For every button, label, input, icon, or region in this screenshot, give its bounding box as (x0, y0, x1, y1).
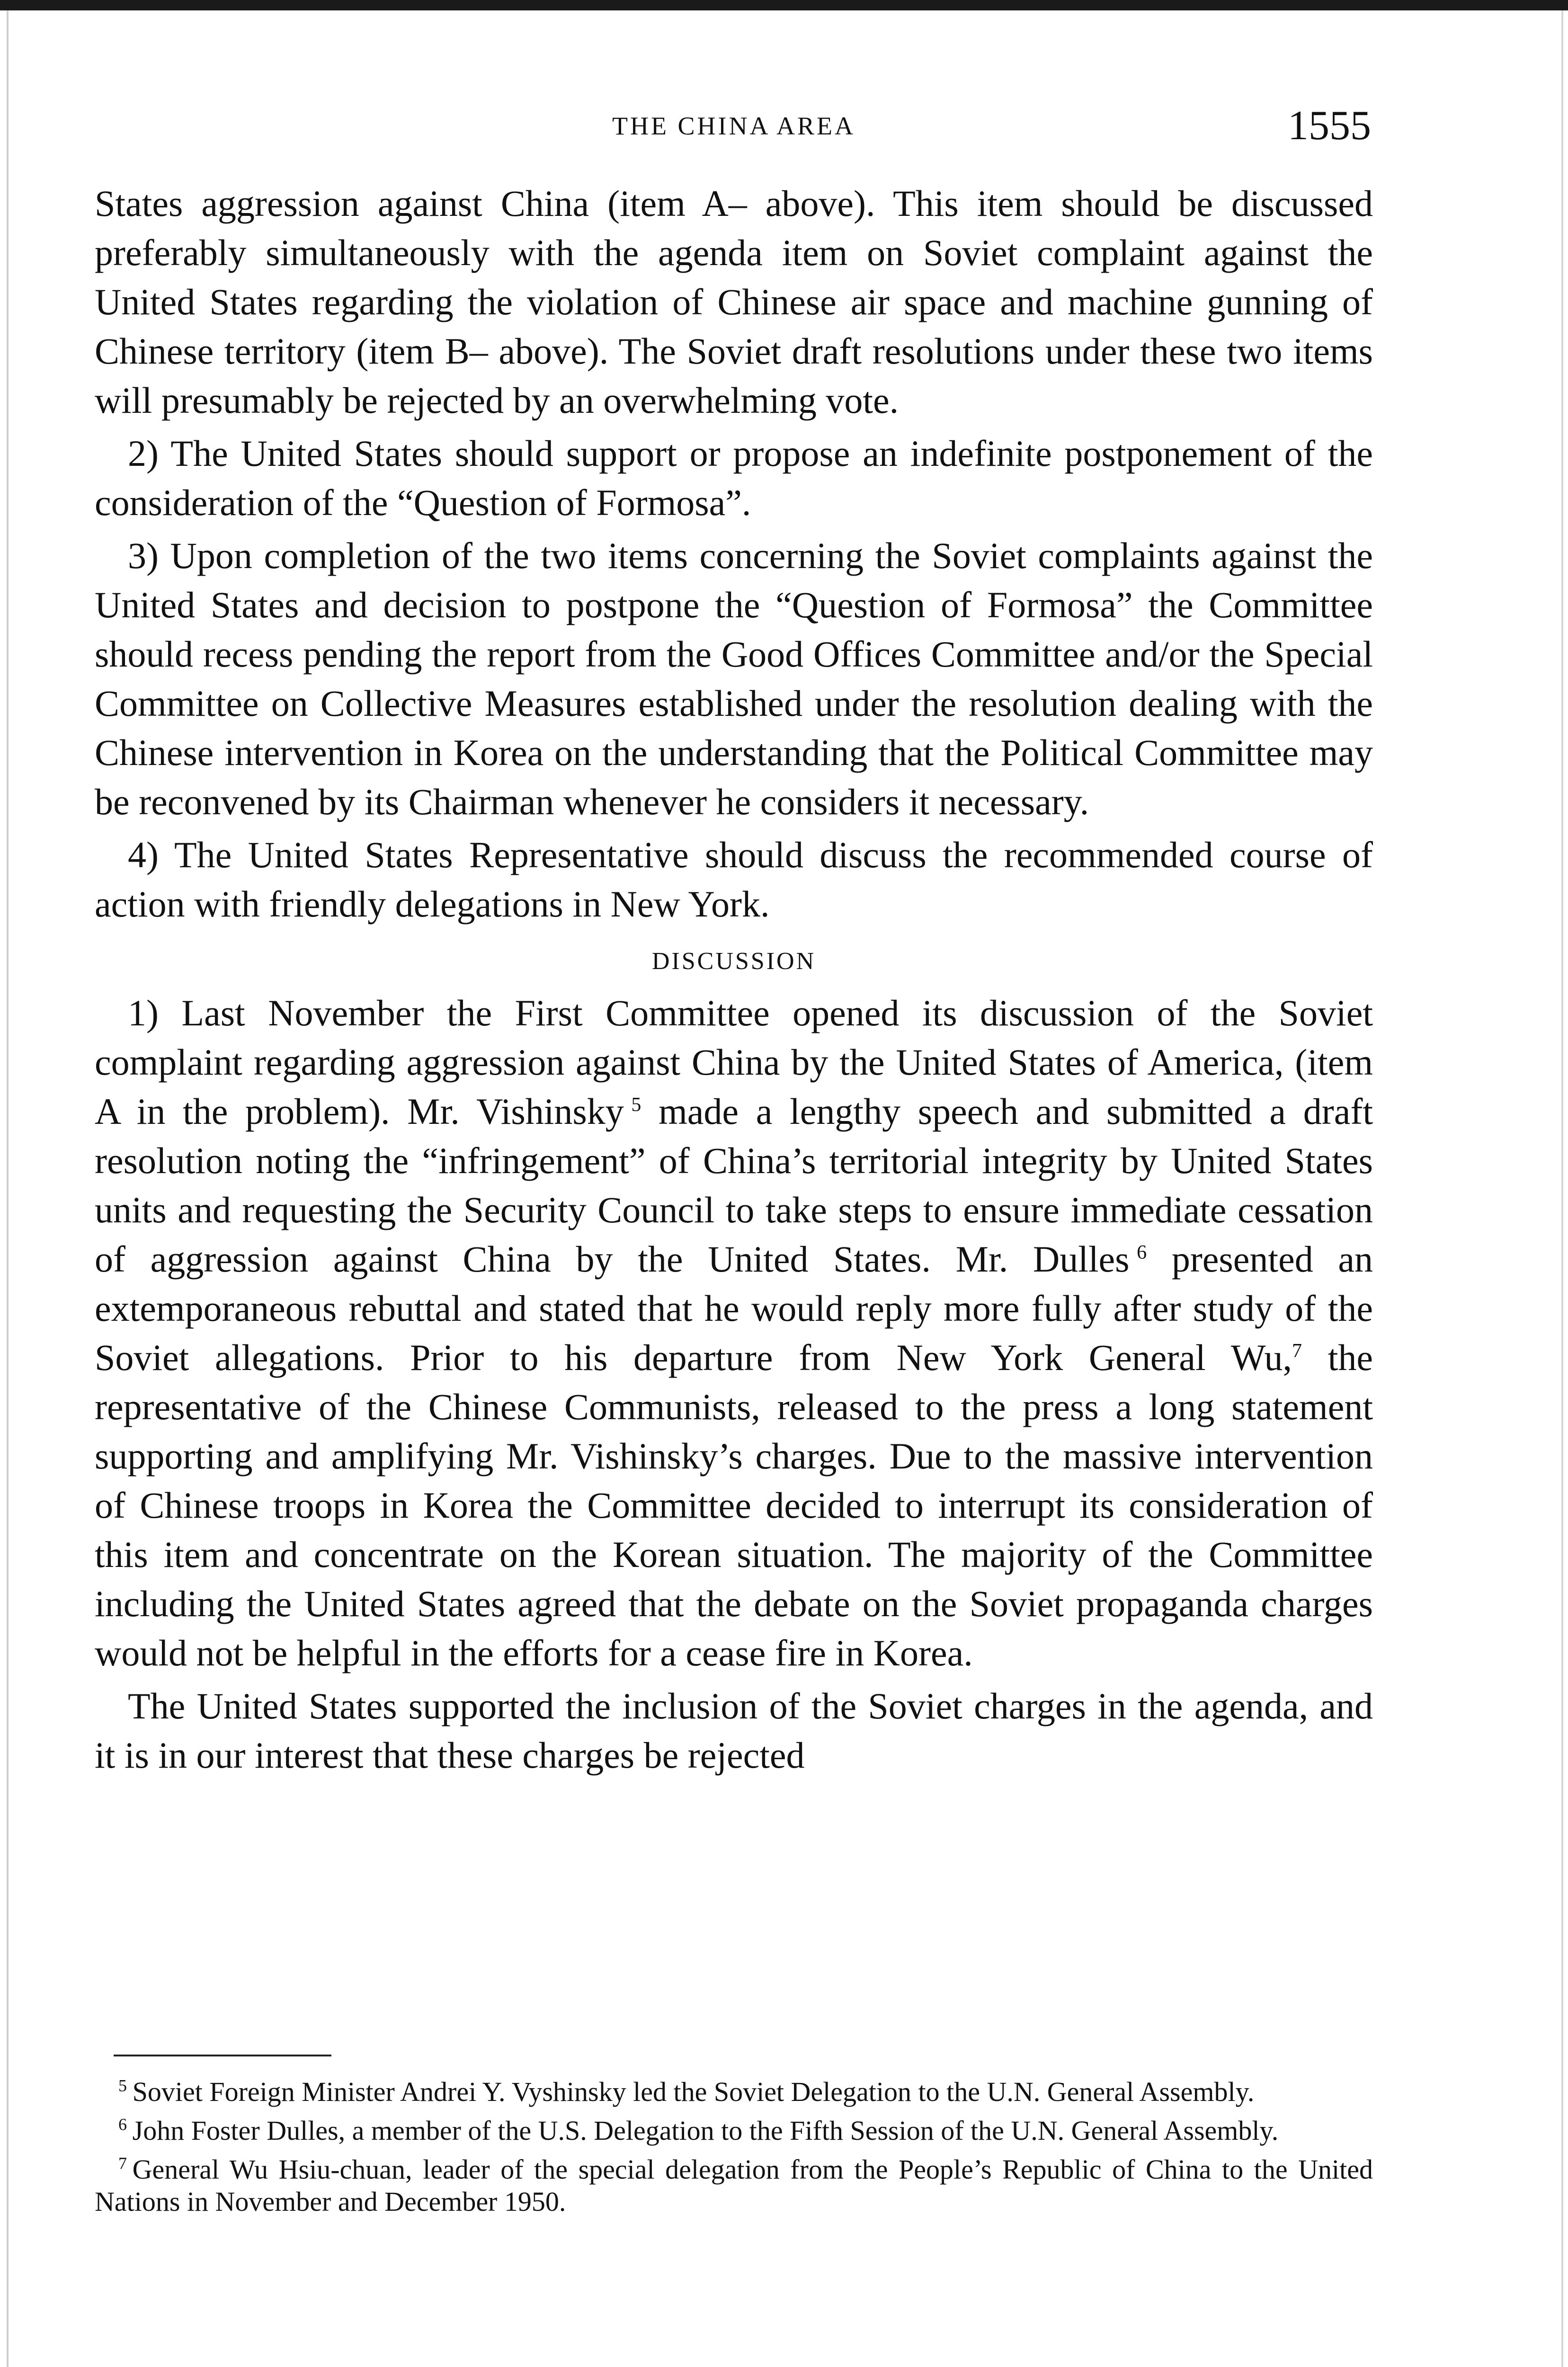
body-text (95, 179, 1373, 1784)
running-header (95, 102, 1373, 154)
document-page (95, 0, 1373, 2367)
footnote-ref-7: 7 (1292, 1340, 1302, 1362)
footnotes (95, 2076, 1373, 2225)
footnote-text: General Wu Hsiu-chuan, leader of the special delegation from the People’s Republic of China to the United Nations in November and December 1950. (95, 2154, 1373, 2217)
paragraph-discussion-1 (95, 988, 1373, 1678)
footnote-marker: 6 (118, 2115, 127, 2134)
paragraph-recommendation-2: 2) The United States should support or propose an indefinite postponement of the consideration of the “Question of Formosa”. (95, 433, 1373, 523)
paragraph-discussion-2: The United States supported the inclusion of the Soviet charges in the agenda, and it is in our interest that these charges be rejected (95, 1685, 1373, 1776)
paragraph-recommendation-4: 4) The United States Representative should discuss the recommended course of action with friendly delegations in New York. (95, 834, 1373, 925)
discussion-1-part-b: made a lengthy speech and submitted a draft resolution noting the “infringement” of China’s territorial integrity by United States units and requesting the Security Council to take steps to ensure immediate cessation of aggression against China by the United States. Mr. Dulles (95, 1091, 1373, 1280)
footnote-marker: 7 (118, 2153, 127, 2173)
footnote-separator (114, 2055, 331, 2056)
footnote-text: John Foster Dulles, a member of the U.S. Delegation to the Fifth Session of the U.N. General Assembly. (132, 2115, 1279, 2146)
discussion-1-part-a: 1) Last November the First Committee opened its discussion of the Soviet complaint regarding aggression against China by the United States of America, (item A in the problem). Mr. Vishinsky (95, 992, 1373, 1132)
paragraph-recommendation-3: 3) Upon completion of the two items concerning the Soviet complaints against the United States and decision to postpone the “Question of Formosa” the Committee should recess pending the report from the Good Offices Committee and/or the Special Committee on Collective Measures established under the resolution dealing with the Chinese intervention in Korea on the understanding that the Political Committee may be reconvened by its Chairman whenever he considers it necessary. (95, 535, 1373, 822)
footnote-marker: 5 (118, 2076, 127, 2095)
paragraph-continuation: States aggression against China (item A– above). This item should be discussed preferably simultaneously with the agenda item on Soviet complaint against the United States regarding the violation of Chinese air space and machine gunning of Chinese territory (item B– above). The Soviet draft resolutions under these two items will presumably be rejected by an overwhelming vote. (95, 183, 1373, 421)
discussion-1-part-d: the representative of the Chinese Communists, released to the press a long statement supporting and amplifying Mr. Vishinsky’s charges. Due to the massive intervention of Chinese troops in Korea the Committee decided to interrupt its consideration of this item and concentrate on the Korean situation. The majority of the Committee including the United States agreed that the debate on the Soviet propaganda charges would not be helpful in the efforts for a cease fire in Korea. (95, 1337, 1373, 1673)
discussion-1-part-c: presented an extemporaneous rebuttal and stated that he would reply more fully after study of the Soviet allegations. Prior to his departure from New York General Wu, (95, 1238, 1373, 1378)
footnote-7 (95, 2153, 1373, 2218)
discussion-heading: DISCUSSION (651, 948, 816, 975)
footnote-ref-5: 5 (631, 1094, 641, 1116)
left-page-edge (7, 10, 9, 2367)
footnote-ref-6: 6 (1137, 1242, 1147, 1264)
right-page-edge (1561, 10, 1563, 2367)
footnote-5 (95, 2076, 1373, 2108)
footnote-6 (95, 2115, 1373, 2147)
footnote-text: Soviet Foreign Minister Andrei Y. Vyshinsky led the Soviet Delegation to the U.N. General Assembly. (132, 2076, 1255, 2107)
running-title: THE CHINA AREA (612, 112, 855, 140)
page-number: 1555 (1288, 103, 1371, 149)
